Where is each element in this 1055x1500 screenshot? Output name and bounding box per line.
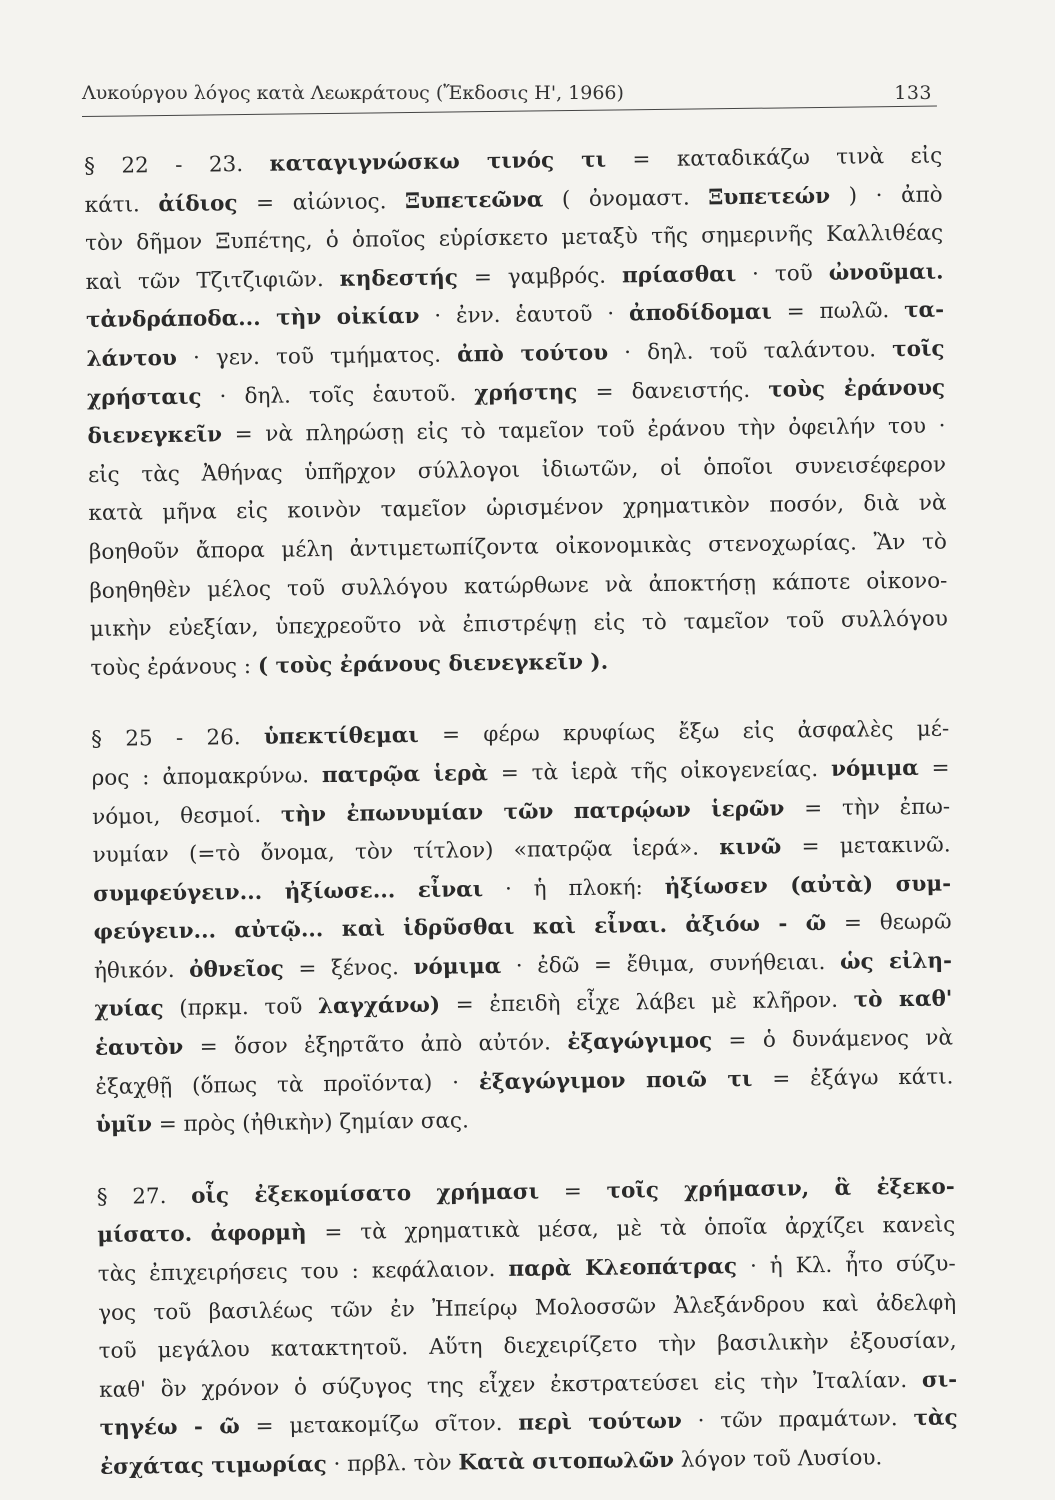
gloss-text: · ἡ Κλ. ἦτο σύζυ- [736, 1251, 956, 1280]
lemma-term: νόμιμα [830, 755, 919, 782]
lemma-term: ὑμῖν [95, 1112, 153, 1139]
gloss-text: κάτι. [84, 191, 159, 218]
gloss-text: = [538, 1178, 607, 1205]
gloss-text: καὶ τῶν Τζιτζιφιῶν. [85, 266, 340, 295]
gloss-text: · δηλ. τοῦ ταλάντου. [607, 337, 893, 366]
lemma-term: λαγχάνω) [317, 993, 441, 1020]
gloss-text: ἐξαχθῇ (ὅπως τὰ προϊόντα) · [95, 1069, 480, 1100]
gloss-text: νόμοι, θεσμοί. [92, 802, 282, 830]
gloss-text: · ἐνν. ἑαυτοῦ · [419, 301, 630, 330]
gloss-text: = [918, 755, 950, 781]
lemma-term: τοῖς [892, 336, 945, 363]
lemma-term: ὀθνεῖος [189, 956, 284, 983]
lemma-term: πατρῷα ἱερὰ [321, 761, 489, 789]
lemma-term: τοῖς χρήμασιν, ἃ ἐξεκο- [606, 1174, 955, 1204]
lemma-term: ἠξίωσεν (αὐτὰ) συμ- [664, 871, 952, 900]
gloss-text: μικὴν εὐεξίαν, ὑπεχρεοῦτο νὰ ἐπιστρέψῃ εἰς τὸ ταμεῖον τοῦ συλλόγου [89, 606, 948, 643]
gloss-text: κατὰ μῆνα εἰς κοινὸν ταμεῖον ὡρισμένον χρηματικὸν ποσόν, διὰ νὰ [88, 490, 947, 527]
gloss-text: (πρκμ. τοῦ [163, 994, 319, 1022]
lemma-term: παρὰ Κλεοπάτρας [508, 1254, 738, 1282]
commentary-section [97, 1168, 959, 1487]
lemma-term: ἀποδίδομαι [628, 299, 772, 327]
lemma-term: τὸ καθ' [853, 986, 953, 1014]
lemma-term: Ξυπετεῶνα [404, 186, 544, 214]
gloss-text: · τῶν πραμάτων. [681, 1406, 914, 1435]
gloss-text: = τὴν ἐπω- [784, 793, 951, 821]
gloss-text: τὸν δῆμον Ξυπέτης, ὁ ὁποῖος εὑρίσκετο μεταξὺ τῆς σημερινῆς Καλλιθέας [85, 220, 944, 257]
lemma-term: ὠνοῦμαι. [828, 259, 944, 286]
lemma-term: ἐσχάτας τιμωρίας [99, 1452, 327, 1480]
page-header [82, 82, 932, 104]
gloss-text: = φέρω κρυφίως ἔξω εἰς ἀσφαλὲς μέ- [418, 716, 950, 749]
gloss-text: ( ὀνομαστ. [543, 184, 709, 212]
header-rule [82, 106, 937, 117]
lemma-term: Κατὰ σιτοπωλῶν [458, 1447, 675, 1476]
gloss-text: βοηθοῦν ἄπορα μέλη ἀντιμετωπίζοντα οἰκονομικὰς στενοχωρίας. Ἂν τὸ [88, 529, 948, 565]
lemma-term: ἀπὸ τούτου [457, 340, 609, 368]
gloss-text: ρος : ἀπομακρύνω. [91, 763, 323, 791]
lemma-term: τα- [903, 297, 945, 324]
lemma-term: κηδεστής [339, 265, 459, 292]
gloss-text: § 27. [96, 1183, 192, 1210]
gloss-text: = θεωρῶ [826, 909, 952, 937]
gloss-text: § 22 - 23. [84, 151, 270, 179]
gloss-text: · τοῦ [735, 260, 829, 287]
lemma-term: τὰς [913, 1405, 958, 1432]
gloss-text: ) · ἀπὸ [829, 182, 943, 209]
gloss-text: καθ' ὃν χρόνον ὁ σύζυγος της εἶχεν ἐκστρατεύσει εἰς τὴν Ἰταλίαν. [99, 1367, 923, 1403]
gloss-text: λόγον τοῦ Λυσίου. [673, 1445, 883, 1473]
gloss-text: = μετακινῶ. [781, 832, 951, 860]
lemma-term: διενεγκεῖν [87, 422, 223, 450]
lemma-term: ἑαυτὸν [94, 1034, 184, 1061]
commentary-section [91, 711, 954, 1146]
lemma-term: ἐξαγώγιμον ποιῶ τι [478, 1066, 753, 1095]
lemma-term: τοὺς ἐράνους [768, 375, 946, 403]
gloss-text: νυμίαν (=τὸ ὄνομα, τὸν τίτλον) «πατρῷα ἱερά». [92, 835, 720, 869]
gloss-text: βοηθηθὲν μέλος τοῦ συλλόγου κατώρθωνε νὰ ἀποκτήσῃ κάποτε οἰκονο- [89, 568, 948, 604]
page-body [84, 138, 958, 1488]
gloss-text: τὰς ἐπιχειρήσεις του : κεφάλαιον. [97, 1256, 509, 1287]
gloss-text: γος τοῦ βασιλέως τῶν ἐν Ἠπείρῳ Μολοσσῶν Ἀλεξάνδρου καὶ ἀδελφὴ [98, 1290, 957, 1326]
gloss-text: ἠθικόν. [93, 957, 190, 984]
gloss-text: εἰς τὰς Ἀθήνας ὑπῆρχον σύλλογοι ἰδιωτῶν, οἱ ὁποῖοι συνεισέφερον [87, 452, 947, 488]
lemma-term: νόμιμα [413, 953, 502, 980]
lemma-term: ὡς εἰλη- [839, 948, 953, 975]
lemma-term: τἀνδράποδα... τὴν οἰκίαν [85, 304, 420, 334]
lemma-term: ( τοὺς ἐράνους διενεγκεῖν ). [257, 649, 609, 679]
lemma-term: χυίας [94, 996, 164, 1023]
lemma-term: ὑπεκτίθεμαι [263, 723, 419, 751]
lemma-term: μίσατο. ἀφορμὴ [97, 1220, 307, 1249]
gloss-text: τοὺς ἐράνους : [90, 653, 259, 681]
gloss-text: = ὁ δυνάμενος νὰ [711, 1025, 954, 1054]
lemma-term: ἀίδιος [158, 190, 238, 217]
gloss-text: τοῦ μεγάλου κατακτητοῦ. Αὕτη διεχειρίζετο τὴν βασιλικὴν ἐξουσίαν, [98, 1328, 957, 1365]
gloss-text: = ξένος. [283, 954, 414, 982]
gloss-text: · ἐδῶ = ἔθιμα, συνήθειαι. [501, 949, 841, 979]
running-title: Λυκούργου λόγος κατὰ Λεωκράτους (Ἔκδοσις Η', 1966) [82, 82, 624, 104]
lemma-term: καταγιγνώσκω τινός τι [269, 147, 607, 177]
gloss-text: = μετακομίζω σῖτον. [239, 1411, 519, 1440]
lemma-term: Ξυπετεών [708, 183, 831, 210]
lemma-term: χρήστης [474, 379, 578, 406]
lemma-term: κινῶ [719, 834, 782, 861]
commentary-section [84, 138, 949, 689]
lemma-term: συμφεύγειν... ἠξίωσε... εἶναι [92, 876, 484, 907]
lemma-term: τηγέω - ῶ [99, 1414, 240, 1442]
gloss-text: · δηλ. τοῖς ἑαυτοῦ. [201, 380, 475, 410]
gloss-text: = νὰ πληρώσῃ εἰς τὸ ταμεῖον τοῦ ἐράνου τὴν ὀφειλήν του · [221, 413, 946, 448]
lemma-term: οἷς ἐξεκομίσατο χρήμασι [191, 1179, 540, 1209]
lemma-term: χρήσταις [86, 384, 202, 411]
gloss-text: § 25 - 26. [91, 725, 265, 753]
gloss-text: = πωλῶ. [771, 298, 905, 325]
lemma-term: λάντου [86, 345, 177, 372]
gloss-text: = αἰώνιος. [237, 188, 406, 216]
lemma-term: περὶ τούτων [518, 1409, 683, 1437]
lemma-term: φεύγειν... αὐτῷ... καὶ ἱδρῦσθαι καὶ εἶναι. ἀξιόω - ῶ [93, 911, 827, 946]
gloss-text: = τὰ χρηματικὰ μέσα, μὲ τὰ ὁποῖα ἀρχίζει κανεὶς [306, 1212, 956, 1246]
gloss-text: · ἡ πλοκή: [482, 874, 665, 902]
gloss-text: = ὅσον ἐξηρτᾶτο ἀπὸ αὐτόν. [183, 1030, 568, 1060]
gloss-text: = ἐξάγω κάτι. [752, 1064, 954, 1092]
gloss-text: · γεν. τοῦ τμήματος. [176, 342, 458, 371]
gloss-text: = δανειστής. [577, 377, 769, 405]
gloss-text: = γαμβρός. [457, 263, 623, 291]
gloss-text: = καταδικάζω τινὰ εἰς [605, 143, 943, 173]
gloss-text: = ἐπειδὴ εἶχε λάβει μὲ κλῆρον. [439, 988, 854, 1019]
lemma-term: σι- [921, 1367, 958, 1393]
gloss-text: · πρβλ. τὸν [326, 1450, 459, 1478]
gloss-text: = πρὸς (ἠθικὴν) ζημίαν σας. [151, 1108, 470, 1138]
lemma-term: ἐξαγώγιμος [567, 1028, 713, 1056]
lemma-term: πρίασθαι [621, 261, 737, 289]
page-number: 133 [894, 82, 932, 104]
lemma-term: τὴν ἐπωνυμίαν τῶν πατρῴων ἱερῶν [280, 795, 785, 828]
gloss-text: = τὰ ἱερὰ τῆς οἰκογενείας. [487, 756, 832, 787]
